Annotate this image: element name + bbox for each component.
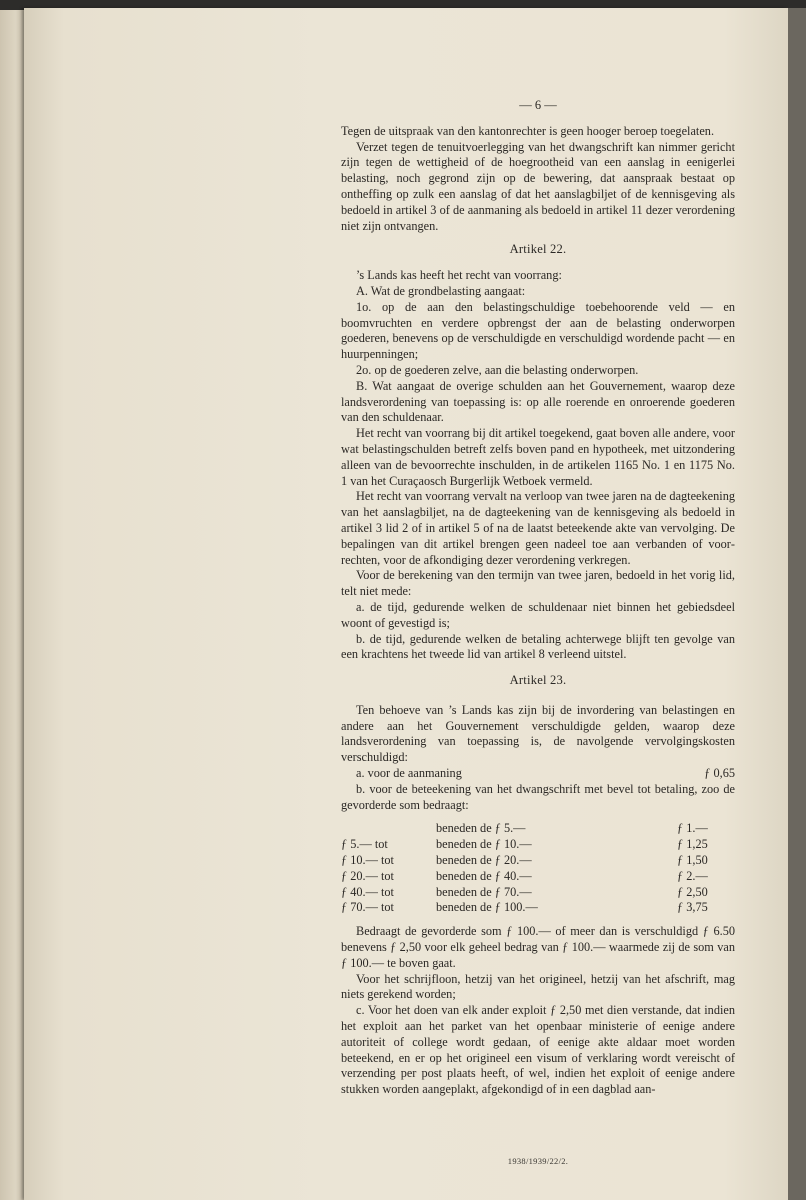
facing-page-edge (0, 10, 26, 1200)
fee-range: beneden de ƒ 5.— (436, 821, 526, 836)
paragraph: c. Voor het doen van elk ander exploit ƒ 2,50 met dien verstande, dat indien het exploit aan het parket van het openbaar ministerie of eenige andere autoriteit of college wordt gedaan, of eenige akte aldaar moet worden beteekend, en er op het origineel een visum of verklaring wordt vereischt of verzending per post plaats heeft, of wel, indien het exploit of eenige andere stukken worden aangeplakt, afgekondigd of in een dagblad aan- (341, 1003, 735, 1097)
fee-from: ƒ 40.— tot (341, 884, 394, 899)
table-row (341, 837, 735, 853)
page-text (341, 98, 735, 1098)
table-row (341, 821, 735, 837)
page-number: — 6 — (519, 98, 557, 112)
paragraph: b. voor de beteekening van het dwangschrift met bevel tot betaling, zoo de gevorderde som bedraagt: (341, 781, 735, 812)
fee-amount: ƒ 2,50 (677, 884, 708, 899)
fee-range: beneden de ƒ 40.— (436, 868, 532, 883)
fee-amount: ƒ 2.— (677, 868, 708, 883)
fee-from (341, 821, 436, 837)
fee-range: beneden de ƒ 100.— (436, 900, 538, 915)
article-23-heading: Artikel 23. (509, 673, 567, 688)
fee-item-a-label: a. voor de aanmaning (356, 766, 462, 781)
table-row (341, 853, 735, 869)
table-row (341, 900, 735, 916)
paragraph: 2o. op de goederen zelve, aan die belasting onderworpen. (356, 362, 639, 377)
scanner-background-right (788, 8, 806, 1200)
fee-amount: ƒ 1,25 (677, 837, 708, 852)
fee-from: ƒ 20.— tot (341, 868, 394, 883)
paragraph: Het recht van voorrang bij dit artikel toegekend, gaat boven alle andere, voor wat belastingschulden betreft zelfs boven pand en hypotheek, met uitzondering alleen van de bevoorrechte inschulden, in de artikelen 1165 No. 1 en 1175 No. 1 van het Curaçaosch Burgerlijk Wetboek vermeld. (341, 426, 736, 488)
fee-amount: ƒ 1,50 (677, 853, 708, 868)
paragraph: 1o. op de aan den belastingschuldige toebehoorende veld — en boomvruchten en verdere opbrengst der aan de belasting onderworpen goederen, benevens op de verschuldigde en verschuldigd wordende pacht — en huurpenningen; (341, 299, 735, 362)
paragraph: A. Wat de grondbelasting aangaat: (356, 283, 526, 298)
paragraph: Tegen de uitspraak van den kantonrechter is geen hooger beroep toegelaten. (341, 123, 715, 138)
table-row (341, 885, 735, 901)
fee-from: ƒ 70.— tot (341, 900, 394, 915)
fee-range: beneden de ƒ 10.— (436, 837, 532, 852)
fee-item-a (341, 766, 735, 782)
fee-range: beneden de ƒ 20.— (436, 853, 532, 868)
table-row (341, 869, 735, 885)
fee-amount: ƒ 3,75 (677, 900, 708, 915)
paragraph: a. de tijd, gedurende welken de schuldenaar niet binnen het gebiedsdeel woont of gevestigd is; (341, 599, 735, 630)
fee-from: ƒ 10.— tot (341, 853, 394, 868)
document-reference-footer: 1938/1939/22/2. (507, 1156, 569, 1166)
fee-amount: ƒ 1.— (677, 821, 708, 836)
fee-item-a-amount: ƒ 0,65 (704, 766, 735, 781)
paragraph: Voor het schrijfloon, hetzij van het origineel, hetzij van het afschrift, mag niets gerekend worden; (341, 971, 735, 1002)
article-22-heading: Artikel 22. (509, 242, 567, 257)
paragraph: B. Wat aangaat de overige schulden aan het Gouvernement, waarop deze landsverordening van toepassing is: op alle roerende en onroerende goederen van den schuldenaar. (341, 378, 735, 425)
paragraph: Voor de berekening van den termijn van twee jaren, bedoeld in het vorig lid, telt niet mede: (341, 568, 735, 599)
fee-range: beneden de ƒ 70.— (436, 884, 532, 899)
paragraph: b. de tijd, gedurende welken de betaling achterwege blijft ten gevolge van een krachtens het tweede lid van artikel 8 verleend uitstel. (341, 631, 735, 662)
paragraph: Bedraagt de gevorderde som ƒ 100.— of meer dan is verschuldigd ƒ 6.50 benevens ƒ 2,50 voor elk geheel bedrag van ƒ 100.— waarmede zij de som van ƒ 100.— te boven gaat. (341, 924, 735, 970)
paragraph: Het recht van voorrang vervalt na verloop van twee jaren na de dagteekening van het aanslagbiljet, na de dagteekening van de kennisgeving als bedoeld in artikel 3 lid 2 of in artikel 5 of na de laatst beteekende akte van vervolging. De bepalingen van dit artikel brengen geen nadeel toe aan verbanden of voorrechten, voor de afkondiging dezer verordening verkregen. (341, 489, 735, 567)
paragraph: Ten behoeve van ’s Lands kas zijn bij de invordering van belastingen en andere aan het Gouvernement verschuldigde gelden, waarop deze landsverordening van toepassing is, de navolgende vervolgingskosten verschuldigd: (341, 702, 735, 765)
fee-table (341, 821, 735, 916)
paragraph: ’s Lands kas heeft het recht van voorrang: (356, 268, 562, 283)
paragraph: Verzet tegen de tenuitvoerlegging van het dwangschrift kan nimmer gericht zijn tegen de wettigheid of de hoegrootheid van een aanslag in eenigerlei belasting, noch gegrond zijn op de bewering, dat aanspraak bestaat op ontheffing op zulk een aanslag of dat het aanslagbiljet of de kennisgeving als bedoeld in artikel 3 of de aanmaning als bedoeld in artikel 11 dezer verordening niet zijn ontvangen. (341, 139, 735, 233)
fee-from: ƒ 5.— tot (341, 837, 388, 852)
